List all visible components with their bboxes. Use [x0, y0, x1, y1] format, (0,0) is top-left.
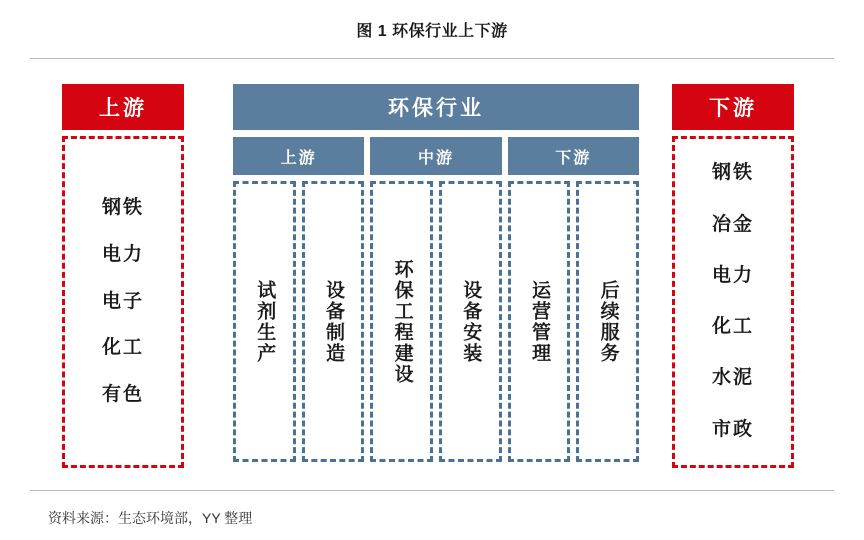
group-box [439, 181, 502, 462]
industry-group-downstream [508, 137, 639, 462]
downstream-header: 下游 [672, 84, 794, 130]
source-note: 资料来源：生态环境部，YY 整理 [48, 510, 253, 526]
list-item: 钢铁 [711, 162, 754, 184]
group-box [233, 181, 296, 462]
group-box-label: 设备制造 [322, 279, 344, 364]
group-box [508, 181, 571, 462]
group-box-label: 后续服务 [597, 279, 619, 364]
group-box-label: 试剂生产 [254, 279, 276, 364]
group-box [302, 181, 365, 462]
list-item: 电力 [711, 264, 754, 286]
list-item: 电力 [101, 243, 144, 265]
list-item: 有色 [101, 384, 144, 406]
group-body [508, 181, 639, 462]
list-item: 电子 [101, 290, 144, 312]
list-item: 市政 [711, 418, 754, 440]
group-body [370, 181, 501, 462]
list-item: 化工 [101, 337, 144, 359]
list-item: 钢铁 [101, 196, 144, 218]
group-header: 上游 [233, 137, 364, 175]
group-body [233, 181, 364, 462]
industry-header: 环保行业 [233, 84, 639, 130]
group-header: 下游 [508, 137, 639, 175]
upstream-column [62, 84, 184, 468]
group-box-label: 运营管理 [528, 279, 550, 364]
industry-column [233, 84, 639, 462]
group-box-label: 设备安装 [460, 279, 482, 364]
group-box-label: 环保工程建设 [391, 258, 413, 385]
industry-group-midstream [370, 137, 501, 462]
group-header: 中游 [370, 137, 501, 175]
downstream-column [672, 84, 794, 468]
divider-top [30, 58, 834, 59]
list-item: 水泥 [711, 367, 754, 389]
industry-group-upstream [233, 137, 364, 462]
industry-groups [233, 137, 639, 462]
upstream-header: 上游 [62, 84, 184, 130]
divider-bottom [30, 490, 834, 491]
list-item: 化工 [711, 316, 754, 338]
downstream-items [672, 136, 794, 468]
group-box [576, 181, 639, 462]
upstream-items [62, 136, 184, 468]
group-box [370, 181, 433, 462]
list-item: 冶金 [711, 213, 754, 235]
figure-title: 图 1 环保行业上下游 [356, 23, 508, 40]
